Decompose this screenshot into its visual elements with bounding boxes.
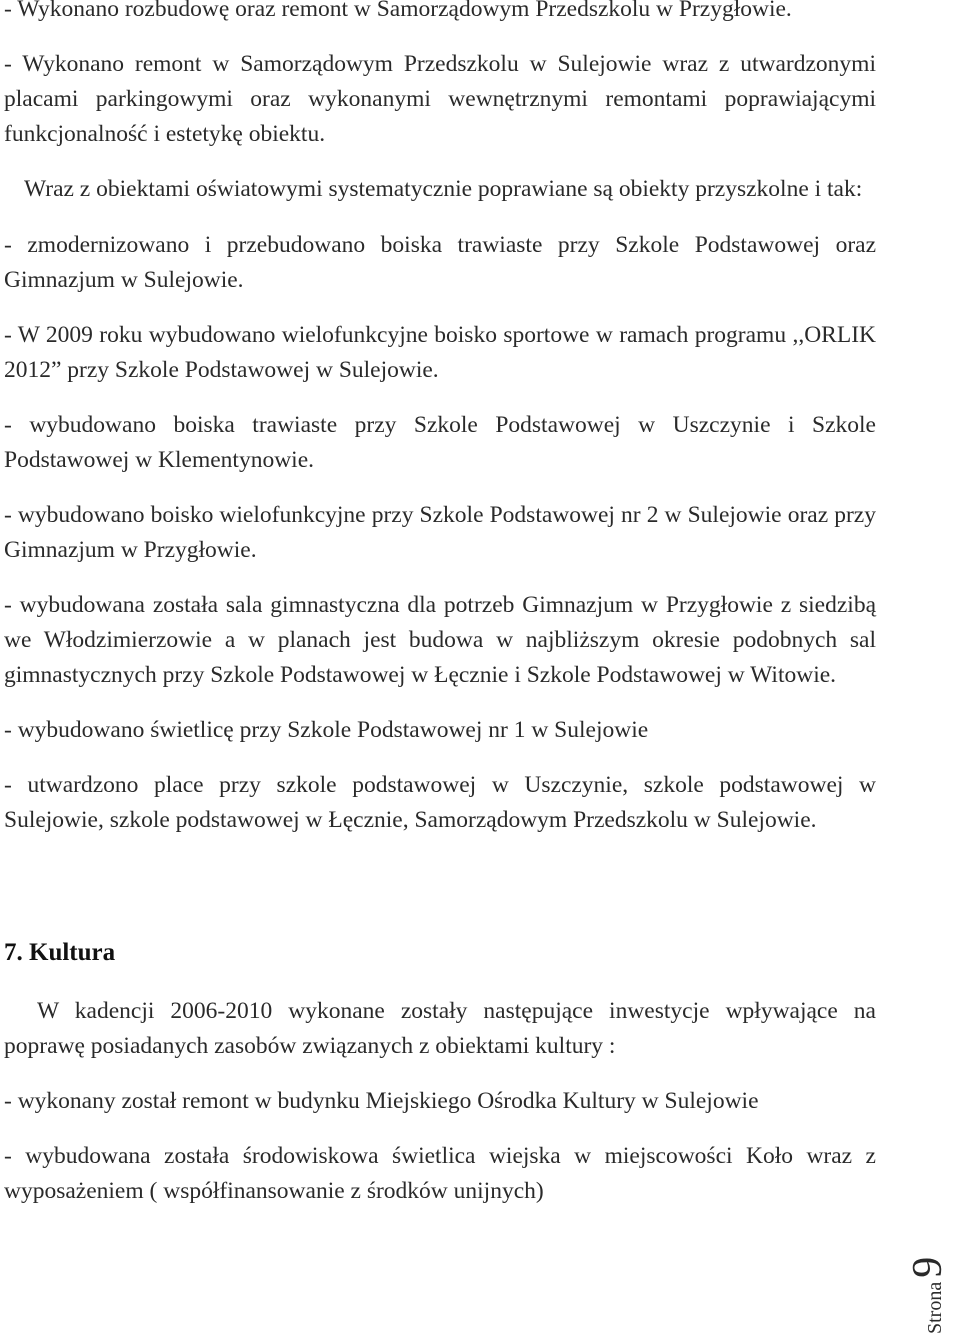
paragraph-przyglow-kindergarten: - Wykonano rozbudowę oraz remont w Samorządowym Przedszkolu w Przygłowie. (4, 0, 792, 22)
paragraph-village-community-room: - wybudowana została środowiskowa świetlica wiejska w miejscowości Koło wraz z wyposażeniem ( współfinansowanie z środków unijnych) (4, 1143, 876, 1204)
page-number: 9 (905, 1256, 951, 1278)
paragraph-grass-pitches-uszczyn: - wybudowano boiska trawiaste przy Szkole Podstawowej w Uszczynie i Szkole Podstawowej w Klementynowie. (4, 412, 876, 473)
paragraph-orlik-pitch: - W 2009 roku wybudowano wielofunkcyjne boisko sportowe w ramach programu ,,ORLIK 2012” przy Szkole Podstawowej w Sulejowie. (4, 322, 876, 383)
section-heading-culture: 7. Kultura (4, 939, 116, 966)
page-label: Strona (924, 1281, 946, 1334)
paragraph-culture-intro: W kadencji 2006-2010 wykonane zostały następujące inwestycje wpływające na poprawę posiadanych zasobów związanych z obiektami kultury : (4, 998, 876, 1059)
paragraph-sports-hall: - wybudowana została sala gimnastyczna dla potrzeb Gimnazjum w Przygłowie z siedzibą we Włodzimierzowie a w planach jest budowa w najbliższym okresie podobnych sal gimnastycznych przy Szkole Podstawowej w Łęcznie i Szkole Podstawowej w Witowie. (4, 592, 876, 688)
document-page (4, 0, 876, 1209)
paragraph-paved-yards: - utwardzono place przy szkole podstawowej w Uszczynie, szkole podstawowej w Sulejowie, szkole podstawowej w Łęcznie, Samorządowym Przedszkolu w Sulejowie. (4, 772, 876, 833)
paragraph-school-facilities-intro: Wraz z obiektami oświatowymi systematycznie poprawiane są obiekty przyszkolne i tak: (24, 176, 863, 202)
paragraph-community-room: - wybudowano świetlicę przy Szkole Podstawowej nr 1 w Sulejowie (4, 717, 649, 743)
paragraph-sulejow-kindergarten: - Wykonano remont w Samorządowym Przedszkolu w Sulejowie wraz z utwardzonymi placami parkingowymi oraz wykonanymi wewnętrznymi remontami poprawiającymi funkcjonalność i estetykę obiektu. (4, 51, 876, 147)
paragraph-multifunction-pitch: - wybudowano boisko wielofunkcyjne przy Szkole Podstawowej nr 2 w Sulejowie oraz przy Gimnazjum w Przygłowie. (4, 502, 876, 563)
paragraph-grass-pitches-sulejow: - zmodernizowano i przebudowano boiska trawiaste przy Szkole Podstawowej oraz Gimnazjum w Sulejowie. (4, 232, 876, 293)
page-number-marker (904, 1257, 952, 1334)
paragraph-culture-centre-renovation: - wykonany został remont w budynku Miejskiego Ośrodka Kultury w Sulejowie (4, 1088, 759, 1114)
